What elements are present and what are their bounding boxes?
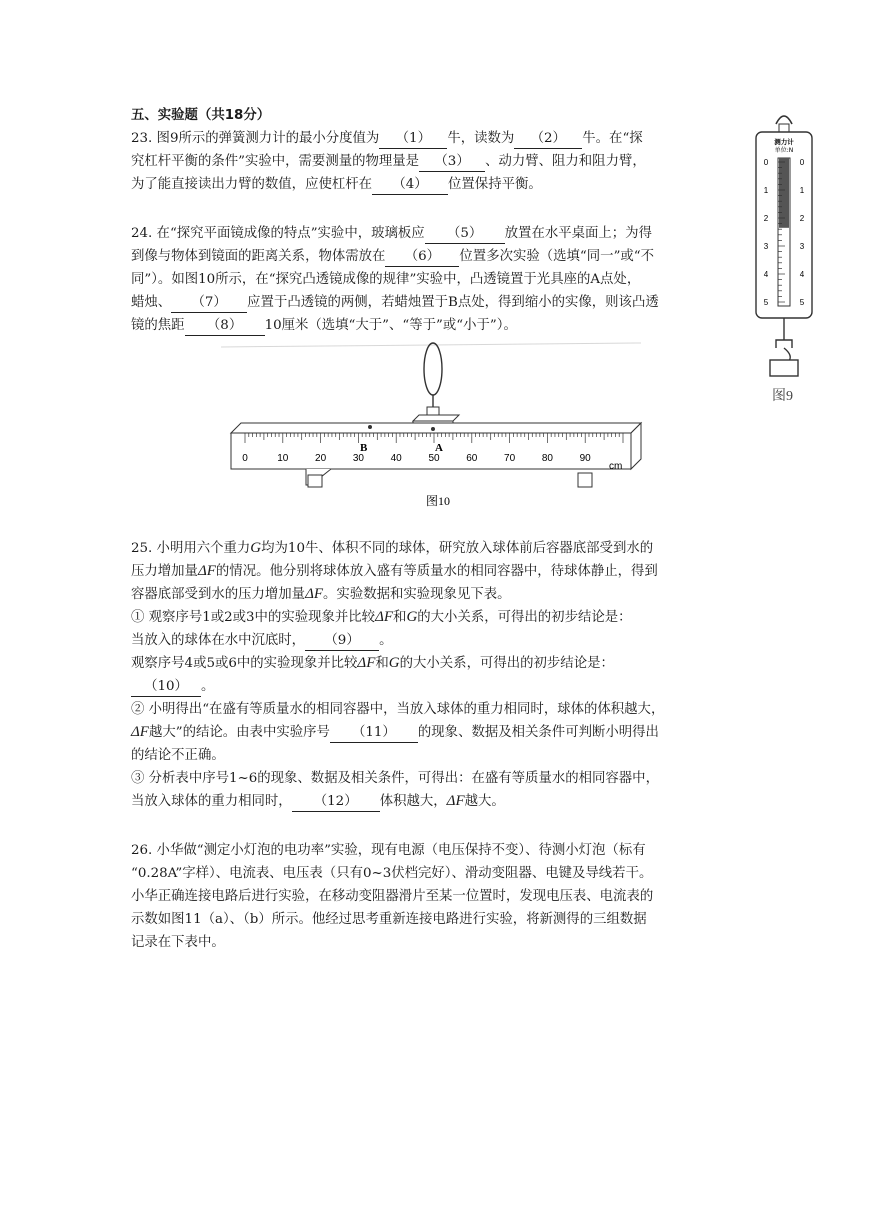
bench-foot-right [578, 473, 592, 487]
q25-line-1 [131, 537, 745, 560]
q24-line-3: 同”）。如图10所示，在“探究凸透镜成像的规律”实验中，凸透镜置于光具座的A点处， [131, 272, 641, 287]
q25-text: 的现象、数据及相关条件可判断小明得出 [417, 725, 659, 740]
top-hook [776, 116, 792, 124]
q25-line-6 [131, 652, 745, 675]
ruler-tick-label: 90 [579, 453, 591, 464]
blank-4[interactable]: （4） [372, 176, 448, 195]
scale-indicator [779, 158, 789, 228]
scale-label-value: 4 [799, 270, 805, 279]
q24-text: 镜的焦距 [131, 318, 185, 333]
q25-text: 越大”的结论。由表中实验序号 [148, 725, 330, 740]
figure-10 [131, 337, 745, 537]
ruler-tick-label: 0 [242, 453, 248, 464]
q25-line-2 [131, 560, 745, 583]
q25-text: 压力增加量 [131, 564, 198, 579]
bench-foot-left-block [308, 475, 322, 487]
blank-9[interactable]: （9） [305, 632, 379, 651]
q23-line-2 [131, 150, 745, 173]
symbol-delta-f: ΔF [446, 793, 465, 809]
ruler-tick-label: 10 [277, 453, 289, 464]
scale-label-value: 3 [763, 242, 769, 251]
scale-unit: 单位:N [774, 147, 794, 154]
q23-line-1 [131, 127, 745, 150]
blank-10[interactable]: （10） [131, 678, 201, 697]
symbol-g: G [406, 609, 418, 625]
section-title: 五、实验题（共18分） [131, 108, 271, 123]
q25-text: 均为10牛、体积不同的球体，研究放入球体前后容器底部受到水的 [261, 541, 654, 556]
q25-text: 和 [393, 610, 407, 625]
q25-text: 。 [379, 633, 393, 648]
scale-label-value: 2 [799, 214, 805, 223]
q24-line-5 [131, 314, 745, 337]
ruler-tick-label: 70 [504, 453, 516, 464]
ruler-tick-label: 30 [352, 453, 364, 464]
blank-6[interactable]: （6） [385, 248, 459, 267]
figure-10-caption: 图10 [426, 494, 451, 508]
figure-9 [748, 108, 820, 408]
q24-text: 位置多次实验（选填“同一”或“不 [459, 249, 655, 264]
scale-label-value: 3 [799, 242, 805, 251]
q25-line-3 [131, 583, 745, 606]
symbol-delta-f: ΔF [375, 609, 394, 625]
q24-text: 放置在水平桌面上；为得 [504, 226, 652, 241]
blank-11[interactable]: （11） [330, 724, 418, 743]
q24-text: 到像与物体到镜面的距离关系，物体需放在 [131, 249, 386, 264]
point-a-dot [431, 427, 435, 431]
blank-12[interactable]: （12） [292, 793, 380, 812]
q25-line-5 [131, 629, 745, 652]
q23-text: 为了能直接读出力臂的数值，应使杠杆在 [131, 177, 373, 192]
symbol-g: G [250, 540, 262, 556]
ruler-tick-label: 60 [466, 453, 478, 464]
q23-text: 牛。在“探 [582, 131, 643, 146]
ruler-tick-label: 50 [428, 453, 440, 464]
q23-text: 23. 图9所示的弹簧测力计的最小分度值为 [131, 131, 380, 146]
q26-line-4: 示数如图11（a）、（b）所示。他经过思考重新连接电路进行实验，将新测得的三组数据 [131, 912, 647, 927]
q25-text: 的大小关系，可得出的初步结论是： [417, 610, 632, 625]
q25-line-7 [131, 675, 745, 698]
question-column [131, 104, 745, 954]
q25-text: 和 [375, 656, 389, 671]
q25-text: 体积越大， [379, 794, 447, 809]
scale-label-value: 1 [799, 186, 805, 195]
lens [424, 343, 442, 395]
ruler-tick-label: 40 [390, 453, 402, 464]
blank-7[interactable]: （7） [171, 294, 247, 313]
q25-text: 越大。 [464, 794, 505, 809]
q25-text: 观察序号4或5或6中的实验现象并比较 [131, 656, 358, 671]
q26-line-3: 小华正确连接电路后进行实验，在移动变阻器滑片至某一位置时，发现电压表、电流表的 [131, 889, 654, 904]
blank-2[interactable]: （2） [514, 130, 582, 149]
q24-text: 10厘米（选填“大于”、“等于”或“小于”）。 [264, 318, 517, 333]
q25-line-10: 的结论不正确。 [131, 748, 225, 763]
scale-label-value: 5 [763, 298, 769, 307]
q24-text: 蜡烛、 [131, 295, 172, 310]
q23-text: 、动力臂、阻力和阻力臂， [485, 154, 646, 169]
q26-line-1: 26. 小华做“测定小灯泡的电功率”实验，现有电源（电压保持不变）、待测小灯泡（标有 [131, 843, 646, 858]
q24-line-1 [131, 222, 745, 245]
ruler-tick-label: 20 [315, 453, 327, 464]
q25-text: 当放入的球体在水中沉底时， [131, 633, 306, 648]
q24-text: 24. 在“探究平面镜成像的特点”实验中，玻璃板应 [131, 226, 425, 241]
q26-line-2: “0.28A”字样）、电流表、电压表（只有0~3伏档完好）、滑动变阻器、电键及导线若干。 [131, 866, 653, 881]
q25-text: 的大小关系，可得出的初步结论是： [399, 656, 614, 671]
q25-text: 。实验数据和实验现象见下表。 [323, 587, 511, 602]
scale-label-value: 5 [799, 298, 805, 307]
q25-text: 当放入球体的重力相同时， [131, 794, 292, 809]
q23-text: 位置保持平衡。 [448, 177, 542, 192]
q24-text: 应置于凸透镜的两侧，若蜡烛置于B点处，得到缩小的实像，则该凸透 [247, 295, 659, 310]
lens-slider-top [413, 415, 459, 421]
blank-3[interactable]: （3） [419, 153, 485, 172]
scale-label: 测力计 [774, 138, 794, 146]
scale-label-value: 4 [763, 270, 769, 279]
symbol-delta-f: ΔF [357, 655, 376, 671]
q25-line-12 [131, 790, 745, 813]
q25-text: 。 [201, 679, 215, 694]
blank-5[interactable]: （5） [425, 225, 505, 244]
q25-line-9 [131, 721, 745, 744]
ruler-unit: cm [609, 461, 623, 472]
top-ring-mount [779, 124, 789, 132]
blank-8[interactable]: （8） [185, 317, 265, 336]
point-b-label: B [360, 442, 368, 454]
scale-label-value: 1 [763, 186, 769, 195]
scale-label-value: 2 [763, 214, 769, 223]
symbol-delta-f: ΔF [197, 563, 216, 579]
ruler-tick-label: 80 [541, 453, 553, 464]
figure-9-caption: 图9 [772, 389, 793, 404]
spring-scale-figure [748, 108, 820, 408]
scale-label-value: 0 [763, 158, 769, 167]
q23-text: 究杠杆平衡的条件”实验中，需要测量的物理量是 [131, 154, 420, 169]
q25-text: ① 观察序号1或2或3中的实验现象并比较 [131, 610, 376, 625]
blank-1[interactable]: （1） [379, 130, 447, 149]
weight-block [770, 360, 798, 376]
q25-line-8: ② 小明得出“在盛有等质量水的相同容器中，当放入球体的重力相同时，球体的体积越大， [131, 702, 665, 717]
q26-line-5: 记录在下表中。 [131, 935, 225, 950]
q25-text: 的情况。他分别将球体放入盛有等质量水的相同容器中，待球体静止，得到 [215, 564, 658, 579]
q24-line-2 [131, 245, 745, 268]
symbol-delta-f: ΔF [131, 724, 149, 740]
q25-line-11: ③ 分析表中序号1~6的现象、数据及相关条件，可得出：在盛有等质量水的相同容器中， [131, 771, 659, 786]
point-a-label: A [435, 442, 443, 454]
optical-bench-figure [131, 337, 745, 537]
q25-line-4 [131, 606, 745, 629]
q23-line-3 [131, 173, 745, 196]
q25-text: 容器底部受到水的压力增加量 [131, 587, 306, 602]
bench-top [231, 423, 641, 433]
q24-line-4 [131, 291, 745, 314]
q23-text: 牛，读数为 [447, 131, 515, 146]
point-b-dot [368, 425, 372, 429]
q25-text: 25. 小明用六个重力 [131, 541, 251, 556]
symbol-g: G [388, 655, 400, 671]
bottom-hook-bar [776, 340, 792, 348]
symbol-delta-f: ΔF [305, 586, 324, 602]
scale-label-value: 0 [799, 158, 805, 167]
